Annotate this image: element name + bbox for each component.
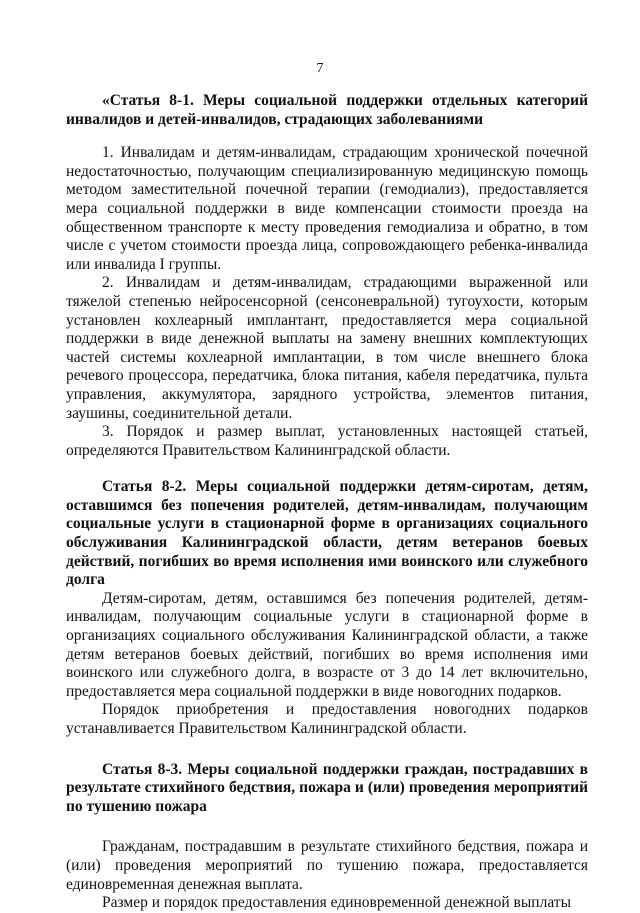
article-8-2-paragraph-1: Детям-сиротам, детям, оставшимся без попечения родителей, детям-инвалидам, получающим социальные услуги в стационарной форме в организациях социального обслуживания Калининградской области, а также детям ветеранов боевых действий, погибших во время исполнения ими воинского или служебного долга, в возрасте от 3 до 14 лет включительно, предоставляется мера социальной поддержки в виде новогодних подарков.	[66, 589, 588, 700]
document-body	[66, 92, 588, 913]
article-8-2-paragraph-2: Порядок приобретения и предоставления новогодних подарков устанавливается Правительством Калининградской области.	[66, 701, 588, 737]
article-8-3-heading: Статья 8-3. Меры социальной поддержки граждан, пострадавших в результате стихийного бедствия, пожара и (или) проведения мероприятий по тушению пожара	[66, 760, 588, 815]
page-number: 7	[316, 61, 324, 76]
article-8-1-paragraph-3: 3. Порядок и размер выплат, установленных настоящей статьей, определяются Правительством Калининградской области.	[66, 423, 588, 459]
article-8-3-paragraph-1: Гражданам, пострадавшим в результате стихийного бедствия, пожара и (или) проведения мероприятий по тушению пожара, предоставляется единовременная денежная выплата.	[66, 838, 588, 893]
article-8-2-heading: Статья 8-2. Меры социальной поддержки детям-сиротам, детям, оставшимся без попечения родителей, детям-инвалидам, получающим социальные услуги в стационарной форме в организациях социального обслуживания Калининградской области, детям ветеранов боевых действий, погибших во время исполнения ими воинского или служебного долга	[66, 478, 588, 589]
article-8-1-paragraph-2: 2. Инвалидам и детям-инвалидам, страдающими выраженной или тяжелой степенью нейросенсорной (сенсоневральной) тугоухости, которым установлен кохлеарный имплантант, предоставляется мера социальной поддержки в виде денежной выплаты на замену внешних комплектующих частей системы кохлеарной имплантации, в том числе внешнего блока речевого процессора, передатчика, блока питания, кабеля передатчика, пульта управления, аккумулятора, зарядного устройства, элементов питания, заушины, соединительной детали.	[66, 274, 588, 422]
article-8-1-heading: «Статья 8-1. Меры социальной поддержки отдельных категорий инвалидов и детей-инвалидов, страдающих заболеваниями	[66, 92, 588, 128]
article-8-1-paragraph-1: 1. Инвалидам и детям-инвалидам, страдающим хронической почечной недостаточностью, получающим специализированную медицинскую помощь методом заместительной почечной терапии (гемодиализ), предоставляется мера социальной поддержки в виде компенсации стоимости проезда на общественном транспорте к месту проведения гемодиализа и обратно, в том числе с учетом стоимости проезда лица, сопровождающего ребенка-инвалида или инвалида I группы.	[66, 144, 588, 273]
article-8-3-paragraph-2: Размер и порядок предоставления единовременной денежной выплаты	[102, 894, 571, 912]
